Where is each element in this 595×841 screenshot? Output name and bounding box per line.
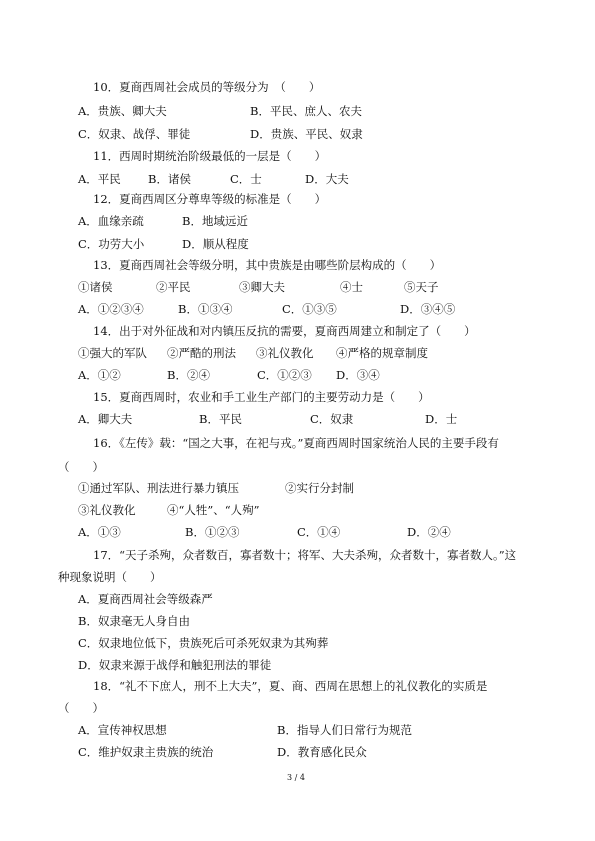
q17-option-a: A．夏商西周社会等级森严	[78, 592, 213, 606]
q12-stem: 12．夏商西周区分尊卑等级的标准是（ ）	[93, 192, 327, 206]
q13-item-4: ④士	[340, 280, 363, 294]
q13-item-5: ⑤天子	[404, 280, 439, 294]
q11-option-d: D．大夫	[305, 172, 349, 186]
q10-option-a: A．贵族、卿大夫	[78, 104, 167, 118]
q12-option-d: D．顺从程度	[182, 237, 249, 251]
q10-option-b: B．平民、庶人、农夫	[250, 104, 362, 118]
q16-option-b: B．①②③	[185, 525, 240, 539]
q11-option-c: C．士	[230, 172, 262, 186]
q17-stem-line2: 种现象说明（ ）	[58, 570, 162, 584]
q13-item-2: ②平民	[156, 280, 191, 294]
q16-item-4: ④“人牲”、“人殉”	[167, 503, 260, 517]
q14-item-4: ④严格的规章制度	[336, 346, 428, 360]
q18-option-b: B．指导人们日常行为规范	[277, 723, 412, 737]
q10-option-d: D．贵族、平民、奴隶	[250, 127, 363, 141]
q10-stem: 10．夏商西周社会成员的等级分为 （ ）	[93, 80, 321, 94]
q14-option-c: C．①②③	[257, 368, 312, 382]
page-number: 3 / 4	[287, 773, 305, 782]
q14-item-3: ③礼仪教化	[256, 346, 314, 360]
q12-option-a: A．血缘亲疏	[78, 214, 144, 228]
q16-stem-line1: 16．《左传》载：“国之大事，在祀与戎。”夏商西周时国家统治人民的主要手段有	[93, 436, 499, 450]
q14-stem: 14．出于对外征战和对内镇压反抗的需要，夏商西周建立和制定了（ ）	[93, 324, 476, 338]
q14-option-d: D．③④	[336, 368, 380, 382]
q15-stem: 15．夏商西周时，农业和手工业生产部门的主要劳动力是（ ）	[93, 390, 430, 404]
q17-option-d: D．奴隶来源于战俘和触犯刑法的罪徒	[78, 658, 272, 672]
q15-option-a: A．卿大夫	[78, 412, 133, 426]
q16-item-2: ②实行分封制	[285, 481, 354, 495]
q11-option-a: A．平民	[78, 172, 121, 186]
q10-option-c: C．奴隶、战俘、罪徒	[78, 127, 191, 141]
q15-option-d: D．士	[425, 412, 458, 426]
q11-stem: 11．西周时期统治阶级最低的一层是（ ）	[93, 149, 327, 163]
q15-option-b: B．平民	[199, 412, 242, 426]
q18-option-a: A．宣传神权思想	[78, 723, 167, 737]
q15-option-c: C．奴隶	[310, 412, 354, 426]
q16-option-a: A．①③	[78, 525, 121, 539]
q16-item-1: ①通过军队、刑法进行暴力镇压	[78, 481, 239, 495]
q16-item-3: ③礼仪教化	[78, 503, 136, 517]
q16-stem-line2: （ ）	[58, 460, 104, 474]
q13-option-c: C．①③⑤	[282, 302, 337, 316]
q13-option-a: A．①②③④	[78, 302, 144, 316]
q13-option-b: B．①③④	[178, 302, 233, 316]
q14-option-a: A．①②	[78, 368, 121, 382]
q16-option-d: D．②④	[407, 525, 451, 539]
q18-stem-line1: 18．“礼不下庶人，刑不上大夫”，夏、商、西周在思想上的礼仪教化的实质是	[93, 679, 488, 693]
q17-option-b: B．奴隶毫无人身自由	[78, 614, 190, 628]
q16-option-c: C．①④	[297, 525, 341, 539]
q14-option-b: B．②④	[167, 368, 210, 382]
q13-item-1: ①诸侯	[78, 280, 113, 294]
q14-item-1: ①强大的军队	[78, 346, 147, 360]
q13-stem: 13．夏商西周社会等级分明，其中贵族是由哪些阶层构成的（ ）	[93, 258, 442, 272]
q17-option-c: C．奴隶地位低下，贵族死后可杀死奴隶为其殉葬	[78, 636, 329, 650]
q18-option-d: D．教育感化民众	[277, 745, 367, 759]
q12-option-b: B．地域远近	[182, 214, 248, 228]
q14-item-2: ②严酷的刑法	[167, 346, 236, 360]
q11-option-b: B．诸侯	[148, 172, 191, 186]
q17-stem-line1: 17．“天子杀殉，众者数百，寡者数十；将军、大夫杀殉，众者数十，寡者数人。”这	[93, 548, 517, 562]
q18-option-c: C．维护奴隶主贵族的统治	[78, 745, 214, 759]
q13-item-3: ③卿大夫	[239, 280, 285, 294]
q18-stem-line2: （ ）	[58, 701, 104, 715]
q12-option-c: C．功劳大小	[78, 237, 145, 251]
q13-option-d: D．③④⑤	[400, 302, 456, 316]
